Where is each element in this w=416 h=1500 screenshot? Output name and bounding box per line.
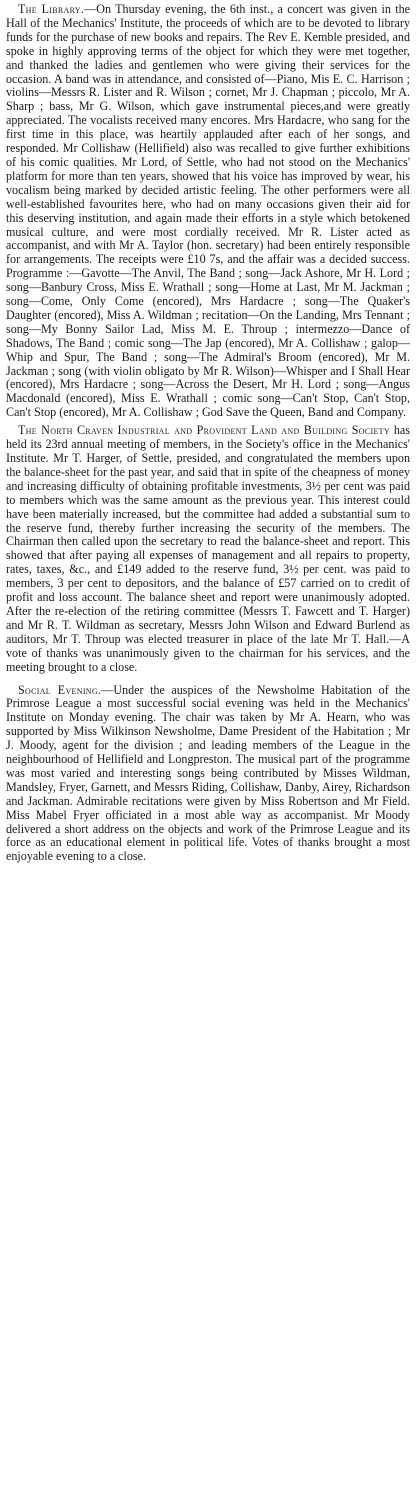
article-heading: Social Evening. — [18, 682, 102, 697]
article-body: has held its 23rd annual meeting of members, in the Society's office in the Mechanics' Institute. Mr T. Harger, of Settle, presided, and congratulated the members upon the balance-sheet for the past year, and said that in spite of the cheapness of money and increasing difficulty of obtaining profitable investments, 3½ per cent was paid to members which was the same amount as the previous year. This interest could have been materially increased, but the committee had added a substantial sum to the reserve fund, thereby further increasing the security of the members. The Chairman then called upon the secretary to read the balance-sheet and report. This showed that after paying all expenses of management and all repairs to property, rates, taxes, &c., and £149 added to the reserve fund, 3½ per cent. was paid to members, 3 per cent to depositors, and the balance of £57 carried on to credit of profit and loss account. The balance sheet and report were unanimously adopted. After the re-election of the retiring committee (Messrs T. Fawcett and T. Harger) and Mr R. T. Wildman as secretary, Messrs John Wilson and Edward Burlend as auditors, Mr T. Throup was elected treasurer in place of the late Mr T. Hall.—A vote of thanks was unanimously given to the chairman for his services, and the meeting brought to a close. — [6, 423, 410, 674]
article-building-society — [6, 424, 410, 674]
article-social-evening — [6, 684, 410, 865]
article-library-concert — [6, 3, 410, 420]
article-heading: The Library. — [18, 2, 85, 16]
article-heading: The North Craven Industrial and Provident Land and Building Society — [18, 423, 390, 438]
article-body: —Under the auspices of the Newsholme Habitation of the Primrose League a most successful social evening was held in the Mechanics' Institute on Monday evening. The chair was taken by Mr A. Hearn, who was supported by Miss Wilkinson Newsholme, Dame President of the Habitation ; Mr J. Moody, agent for the division ; and leading members of the League in the neighbourhood of Hellifield and Longpreston. The musical part of the programme was most varied and interesting songs being contributed by Misses Wildman, Mandsley, Fryer, Garnett, and Messrs Riding, Collishaw, Danby, Airey, Richardson and Jackman. Admirable recitations were given by Miss Robertson and Mr Field. Miss Mabel Fryer officiated in a most able way as accompanist. Mr Moody delivered a short address on the objects and work of the Primrose League and its force as an educational element in political life. Votes of thanks brought a most enjoyable evening to a close. — [6, 682, 410, 864]
article-body: —On Thursday evening, the 6th inst., a concert was given in the Hall of the Mechanics' Institute, the proceeds of which are to be devoted to library funds for the purchase of new books and repairs. The Rev E. Kemble presided, and spoke in highly approving terms of the object for which they were met together, and thanked the ladies and gentlemen who were giving their services for the occasion. A band was in attendance, and consisted of—Piano, Mis E. C. Harrison ; violins—Messrs R. Lister and R. Wilson ; cornet, Mr J. Chapman ; piccolo, Mr A. Sharp ; bass, Mr G. Wilson, which gave instrumental pieces,and were greatly appreciated. The vocalists received many encores. Mrs Hardacre, who sang for the first time in this place, was heartily applauded after each of her songs, and responded. Mr Collishaw (Hellifield) also was recalled to give further exhibitions of his comic qualities. Mr Lord, of Settle, who had not stood on the Mechanics' platform for more than ten years, showed that his voice has improved by wear, his vocalism being marked by decided artistic feeling. The other performers were all well-established favourites here, who had on many occasions given their aid for this deserving institution, and again made their efforts in a style which betokened musical culture, and were most cordially received. Mr R. Lister acted as accompanist, and with Mr A. Taylor (hon. secretary) had been entirely responsible for arrangements. The receipts were £10 7s, and the affair was a decided success. Programme :—Gavotte—The Anvil, The Band ; song—Jack Ashore, Mr H. Lord ; song—Banbury Cross, Miss E. Wrathall ; song—Home at Last, Mr M. Jackman ; song—Come, Only Come (encored), Mrs Hardacre ; song—The Quaker's Daughter (encored), Miss A. Wildman ; recitation—On the Landing, Mrs Tennant ; song—My Bonny Sailor Lad, Miss M. E. Throup ; intermezzo—Dance of Shadows, The Band ; comic song—The Jap (encored), Mr A. Collishaw ; galop—Whip and Spur, The Band ; song—The Admiral's Broom (encored), Mr M. Jackman ; song (with violin obligato by Mr R. Wilson)—Whisper and I Shall Hear (encored), Mrs Hardacre ; song—Across the Desert, Mr H. Lord ; song—Angus Macdonald (encored), Miss E. Wrathall ; comic song—Can't Stop, Can't Stop, Can't Stop (encored), Mr A. Collishaw ; God Save the Queen, Band and Company. — [6, 2, 410, 420]
